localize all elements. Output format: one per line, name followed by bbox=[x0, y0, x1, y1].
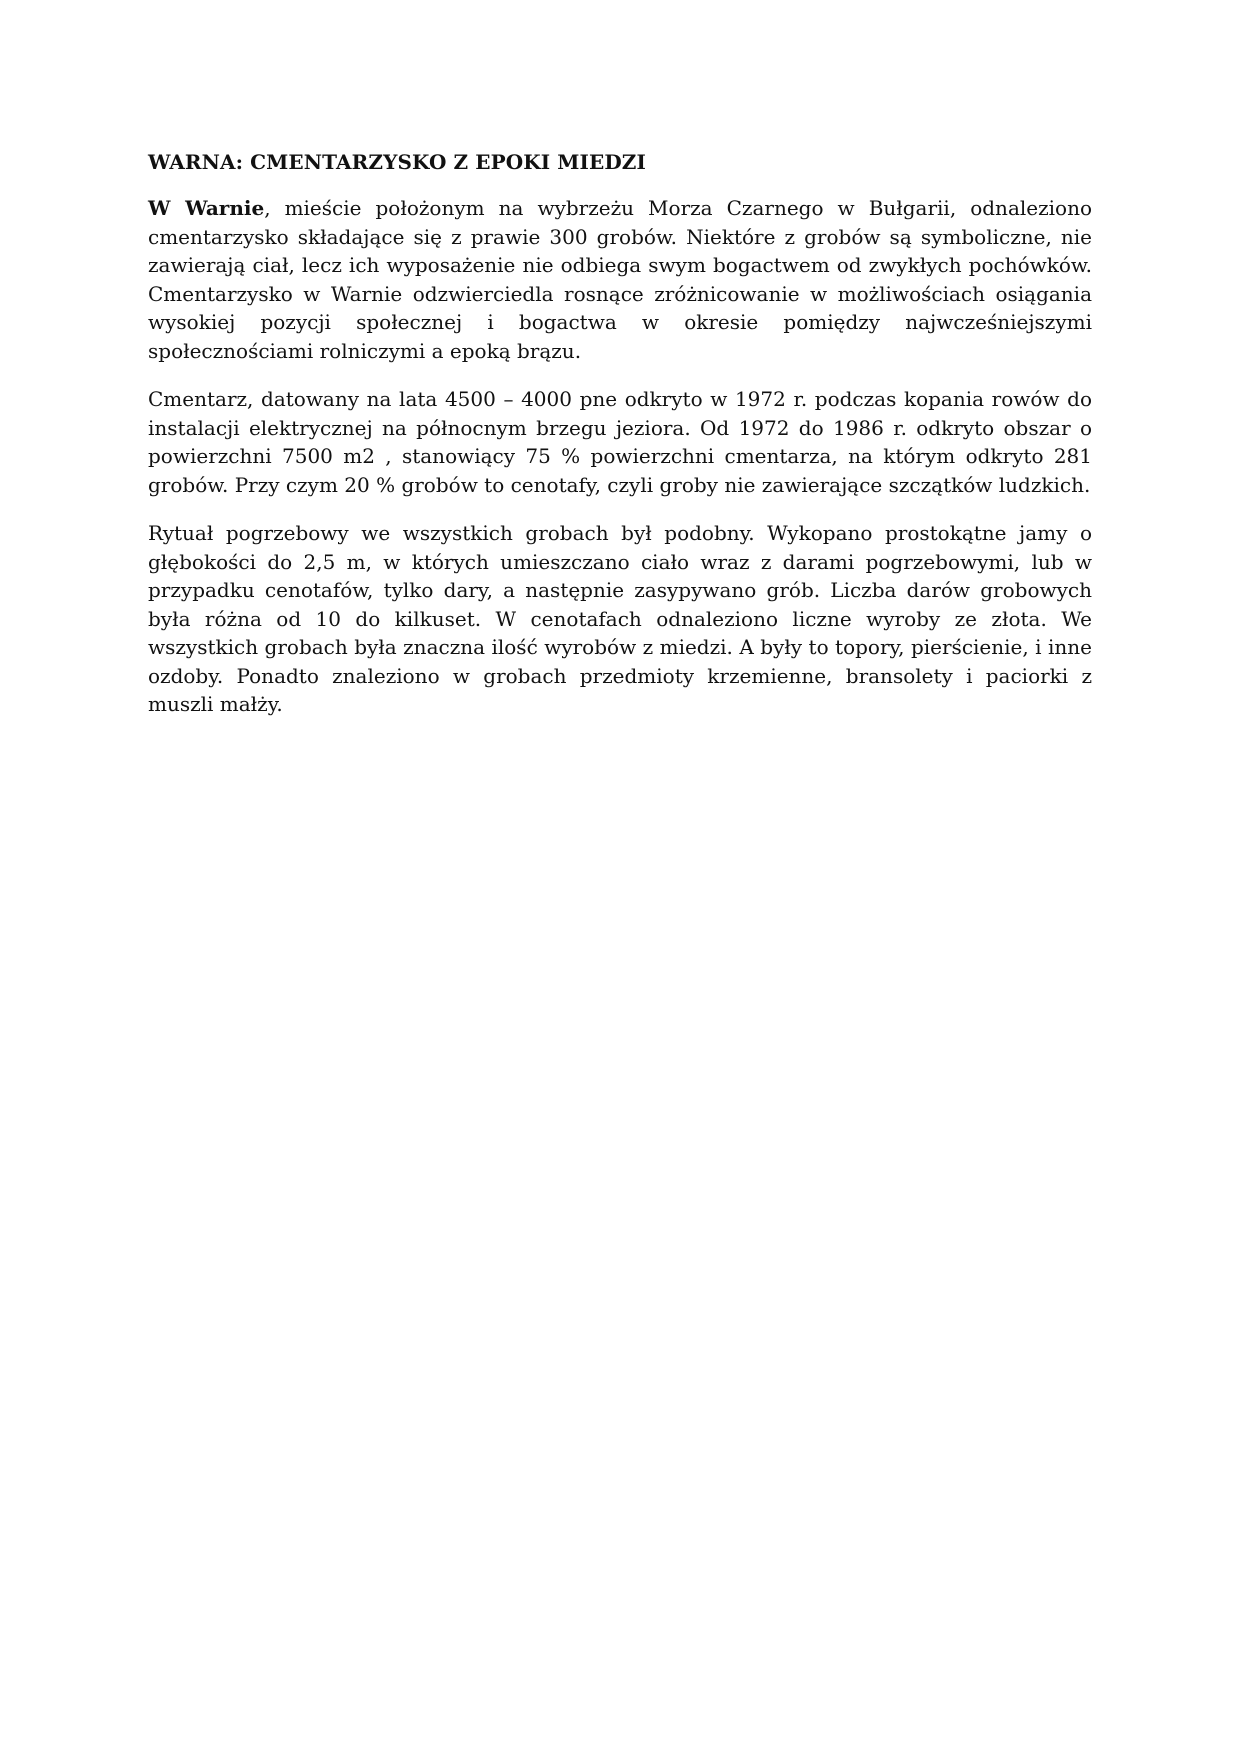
paragraph-2 bbox=[148, 385, 1092, 499]
document-title: WARNA: CMENTARZYSKO Z EPOKI MIEDZI bbox=[148, 150, 646, 174]
paragraph-3 bbox=[148, 519, 1092, 719]
document-page bbox=[148, 148, 1092, 739]
paragraph-1 bbox=[148, 194, 1092, 365]
paragraph-1-text: , mieście położonym na wybrzeżu Morza Czarnego w Bułgarii, odnaleziono cmentarzysko składające się z prawie 300 grobów. Niektóre z grobów są symboliczne, nie zawierają ciał, lecz ich wyposażenie nie odbiega swym bogactwem od zwykłych pochówków. Cmentarzysko w Warnie odzwierciedla rosnące zróżnicowanie w możliwościach osiągania wysokiej pozycji społecznej i bogactwa w okresie pomiędzy najwcześniejszymi społecznościami rolniczymi a epoką brązu. bbox=[148, 196, 1092, 363]
paragraph-1-lead: W Warnie bbox=[148, 196, 265, 220]
paragraph-3-text: Rytuał pogrzebowy we wszystkich grobach był podobny. Wykopano prostokątne jamy o głębokości do 2,5 m, w których umieszczano ciało wraz z darami pogrzebowymi, lub w przypadku cenotafów, tylko dary, a następnie zasypywano grób. Liczba darów grobowych była różna od 10 do kilkuset. W cenotafach odnaleziono liczne wyroby ze złota. We wszystkich grobach była znaczna ilość wyrobów z miedzi. A były to topory, pierścienie, i inne ozdoby. Ponadto znaleziono w grobach przedmioty krzemienne, bransolety i paciorki z muszli małży. bbox=[148, 521, 1092, 716]
paragraph-2-text: Cmentarz, datowany na lata 4500 – 4000 pne odkryto w 1972 r. podczas kopania rowów do instalacji elektrycznej na północnym brzegu jeziora. Od 1972 do 1986 r. odkryto obszar o powierzchni 7500 m2 , stanowiący 75 % powierzchni cmentarza, na którym odkryto 281 grobów. Przy czym 20 % grobów to cenotafy, czyli groby nie zawierające szczątków ludzkich. bbox=[148, 387, 1092, 497]
